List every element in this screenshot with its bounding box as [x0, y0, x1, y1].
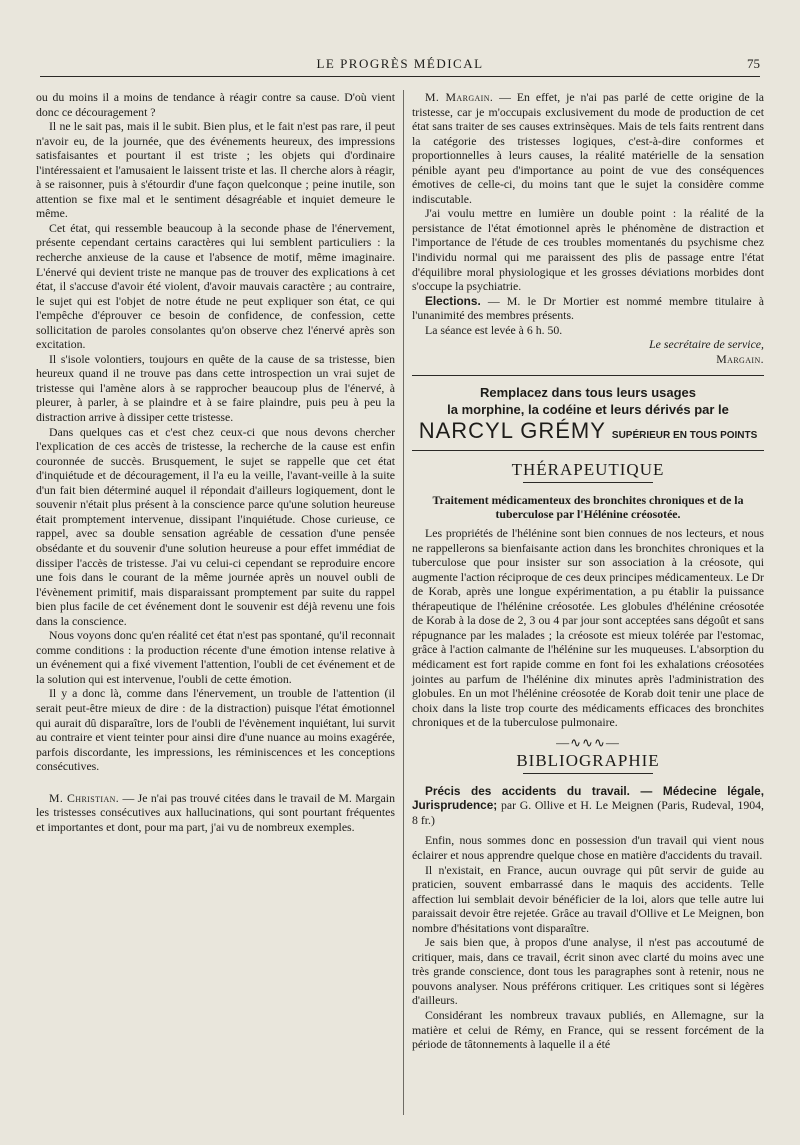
paragraph: Nous voyons donc qu'en réalité cet état n'est pas spontané, qu'il reconnait comme conditions : la production récente d'une émotion intense relative à un événement qui a fixé vivement l'attention, l'oubli de cet événement et de la solution qui est intervenue, l'oubli de cette émotion.: [36, 628, 395, 686]
paragraph: Il n'existait, en France, aucun ouvrage qui pût servir de guide au praticien, souvent embarrassé dans le maquis des accidents. Telle affection lui semblait devoir bénéficier de la loi, alors que telle autre lui paraissait devoir être rejetée. Grâce au travail d'Ollive et Le Meignen, bon nombre d'hésitations vont disparaître.: [412, 862, 764, 935]
paragraph: J'ai voulu mettre en lumière un double point : la réalité de la persistance de l'état émotionnel après le phénomène de distraction et l'importance de l'étude de ces troubles momentanés du psychisme chez l'individu normal qui me paraissent des plis de passage entre l'état d'équilibre moral physiologique et les grosses déviations morbides dont s'occupe la psychiatrie.: [412, 206, 764, 294]
paragraph: Enfin, nous sommes donc en possession d'un travail qui vient nous éclairer et nous apprendre quelque chose en matière d'accidents du travail.: [412, 833, 764, 862]
heading-underline: [523, 482, 653, 483]
paragraph: ou du moins il a moins de tendance à réagir contre sa cause. D'où vient donc ce découragement ?: [36, 90, 395, 119]
running-title: LE PROGRÈS MÉDICAL: [316, 56, 484, 71]
page-number: 75: [747, 56, 760, 71]
reply-text: — En effet, je n'ai pas parlé de cette origine de la tristesse, car je m'occupais exclusivement du mode de production de cet état sans traiter de ses causes extrinsèques. Mais de tels faits rentrent dans la catégorie des tristesses logiques, c'est-à-dire conformes et proportionnelles à leurs causes, la réalité matérielle de la sensation pénible ayant peu d'importance au point de vue des conséquences émotives de celle-ci, du moins tant que le sujet la considère comme indiscutable.: [412, 90, 764, 206]
speaker-name: M. Margain.: [425, 90, 494, 104]
advertisement: [412, 384, 764, 444]
speaker-name: M. Christian.: [49, 790, 120, 805]
paragraph: Les propriétés de l'hélénine sont bien connues de nos lecteurs, et nous ne rappellerons sa bienfaisante action dans les bronchites chroniques et la tuberculose que pour insister sur son association à la créosote, qui augmente l'action réciproque de ces deux principes médicamenteux. Le Dr de Korab, après une longue expérimentation, a pu établir la puissance thérapeutique de l'hélénine créosotée. Les globules d'hélénine créosotée de Korab à la dose de 2, 3 ou 4 par jour sont acceptées sans dégoût et sans répugnance par les malades ; la créosote est mieux tolérée par l'estomac, grâce à l'action calmante de l'hélénine sur les muqueuses. L'absorption du médicament est fort rapide comme en font foi les exhalations créosotées jointes au parfum de l'hélénine dix minutes après l'administration des globules. En un mot l'hélénine créosotée de Korab doit tenir une place de choix dans la liste trop courte des médicaments efficaces des bronchites chroniques et de la tuberculose pulmonaire.: [412, 526, 764, 730]
paragraph: Dans quelques cas et c'est chez ceux-ci que nous devons chercher l'explication de ces accès de tristesse, la recherche de la cause est enfin couronnée de succès. Brusquement, le sujet se rappelle que cet état d'inquiétude et de découragement, il l'a eu la veille, l'avant-veille à la suite d'un fait bien déterminé auquel il répondait d'ailleurs logiquement, dont le souvenir n'était plus présent à la conscience parce qu'une solution heureuse était promptement intervenue, dissipant l'inquiétude. Chose curieuse, ce rappel, avec sa double sensation agréable de cessation d'une pensée obsédante et du souvenir d'une solution heureuse a pour effet immédiat de dissiper l'accès de tristesse. J'ai vu celui-ci cependant se reproduire encore une fois dans le courant de la même journée après un nouvel oubli de l'évènement primitif, mais disparaissant promptement par suite du rappel bien plus facile de cet événement dont le souvenir est déjà revenu une fois dans la conscience.: [36, 424, 395, 628]
margain-reply: [412, 90, 764, 206]
secretary-role: Le secrétaire de service,: [649, 337, 764, 352]
ad-line-2: la morphine, la codéine et leurs dérivés par le: [447, 402, 729, 418]
seance-closing: La séance est levée à 6 h. 50.: [425, 322, 563, 337]
article-title: Traitement médicamenteux des bronchites chroniques et de la tuberculose par l'Hélénine créosotée.: [432, 492, 744, 522]
paragraph: Il ne le sait pas, mais il le subit. Bien plus, et le fait n'est pas rare, il peut n'avoir eu, de la journée, que des événements heureux, des impressions satisfaisantes et pourtant il est triste ; les objets qui d'ordinaire l'intéressaient et l'amusaient le laissent triste et las. Il cherche alors à réagir, à se raisonner, puis à s'étourdir d'une façon quelconque ; peine inutile, son attention se fixe mal et le sentiment désagréable et inquiet demeure le même.: [36, 119, 395, 221]
ornament-divider: —∿∿∿—: [556, 734, 620, 750]
paragraph: Considérant les nombreux travaux publiés, en Allemagne, sur la matière et celui de Rémy, en France, qui se ressent forcément de la période de tâtonnements à laquelle il a été: [412, 1007, 764, 1052]
heading-underline: [523, 773, 653, 774]
ad-line-1: Remplacez dans tous leurs usages: [479, 385, 697, 401]
section-rule: [412, 375, 764, 376]
section-rule: [412, 450, 764, 451]
bibliographie-heading: BIBLIOGRAPHIE: [516, 751, 660, 771]
column-divider: [403, 90, 404, 1115]
christian-remark: [36, 791, 395, 835]
paragraph: Il s'isole volontiers, toujours en quête de la cause de sa tristesse, bien heureux quand il ne trouve pas dans cette introspection un vrai sujet de tristesse qui l'amène alors à se rapprocher beaucoup plus de l'énervé, à pleurer, à parler, à se plaindre et à se faire plaindre, puis peu à peu la distraction arrive à dissiper cette tristesse.: [36, 351, 395, 425]
entry-title: Précis des accidents du travail. — Médecine légale, Jurisprudence;: [412, 783, 764, 813]
right-column: [412, 90, 764, 1052]
ad-tagline: SUPÉRIEUR EN TOUS POINTS: [611, 430, 758, 442]
secretary-name: Margain.: [716, 351, 764, 366]
page-header: [40, 56, 760, 77]
paragraph: Je sais bien que, à propos d'une analyse, il n'est pas accoutumé de critiquer, mais, dans ce travail, écrit sinon avec clarté du moins avec une très grande conscience, dont tous les paragraphes sont à retenir, nous ne pouvons analyser. Nous préférons critiquer. Les critiques sont si légères d'ailleurs.: [412, 935, 764, 1008]
bibliography-entry: [412, 784, 764, 828]
left-column: [36, 90, 395, 834]
remark-text: — Je n'ai pas trouvé citées dans le travail de M. Margain les tristesses consécutives aux hallucinations, qui sont pourtant fréquentes et importantes et dont, pour ma part, j'ai vu de nombreux exemples.: [36, 790, 395, 834]
paragraph: Cet état, qui ressemble beaucoup à la seconde phase de l'énervement, présente cependant certains caractères qui lui semblent particuliers : la recherche anxieuse de la cause et l'absence de motif, même imaginaire. L'énervé qui devient triste ne manque pas de trouver des explications à cet état, il s'accuse d'avoir été violent, d'avoir mauvais caractère ; au contraire, le sujet qui est l'objet de notre étude ne peut expliquer son état, ce qui l'empêche d'éprouver ce besoin de confidence, de confession, cette sollicitation de paroles consolantes qu'on observe chez l'énervé après son excitation.: [36, 220, 395, 352]
therapeutique-heading: THÉRAPEUTIQUE: [511, 460, 665, 480]
elections-note: [412, 294, 764, 323]
elections-text: — M. le Dr Mortier est nommé membre titulaire à l'unanimité des membres présents.: [412, 293, 764, 323]
elections-label: Elections.: [425, 293, 481, 308]
entry-authors: par G. Ollive et H. Le Meignen (Paris, Rudeval, 1904, 8 fr.): [412, 798, 764, 827]
paragraph: Il y a donc là, comme dans l'énervement, un trouble de l'attention (il serait peut-être mieux de dire : de la distraction) puisque l'état émotionnel qui aurait dû disparaître, lors de l'oubli de l'évènement inquiétant, lui survit au contraire et vient teinter pour ainsi dire d'une nuance au moins exagérée, parfois discordante, les impressions, les réminiscences et les conceptions consécutives.: [36, 686, 395, 774]
ad-brand: NARCYL GRÉMY: [418, 418, 606, 444]
